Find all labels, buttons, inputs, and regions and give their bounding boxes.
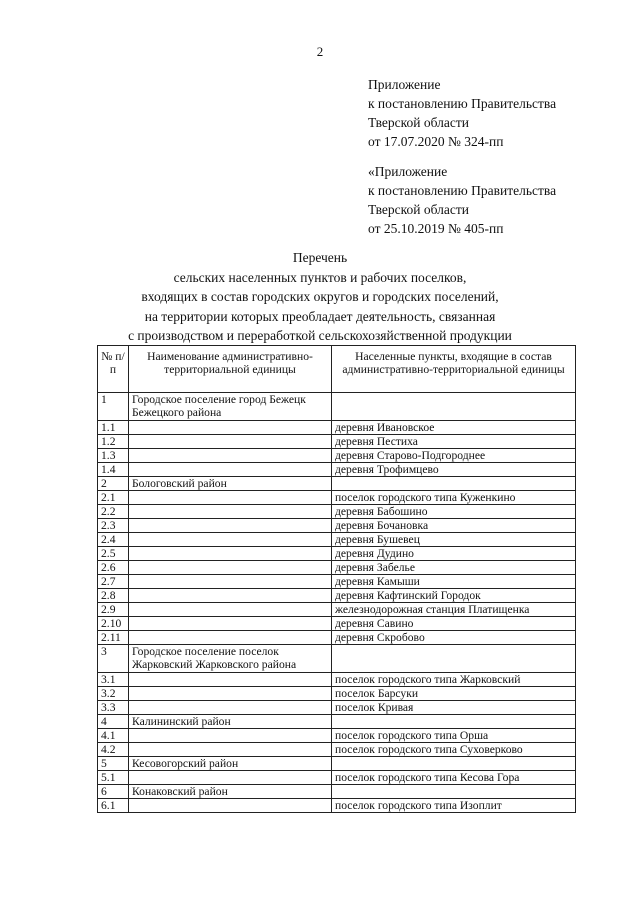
row-settlement: деревня Старово-Подгороднее (332, 449, 576, 463)
row-settlement: поселок Кривая (332, 701, 576, 715)
row-number: 4.1 (98, 729, 129, 743)
header-unit: Наименование административно-территориальной единицы (129, 346, 332, 393)
row-number: 2.5 (98, 547, 129, 561)
title-line: входящих в состав городских округов и городских поселений, (141, 289, 499, 305)
title-line: Перечень (292, 250, 348, 265)
row-number: 1.4 (98, 463, 129, 477)
row-settlement: деревня Забелье (332, 561, 576, 575)
row-settlement: поселок городского типа Кесова Гора (332, 771, 576, 785)
table-row (98, 617, 576, 631)
row-settlement (332, 393, 576, 421)
row-settlement: деревня Ивановское (332, 421, 576, 435)
row-settlement: деревня Скробово (332, 631, 576, 645)
row-number: 3.2 (98, 687, 129, 701)
row-number: 2.1 (98, 491, 129, 505)
row-unit (129, 729, 332, 743)
table-row (98, 435, 576, 449)
row-number: 3.1 (98, 673, 129, 687)
table-row (98, 631, 576, 645)
appendix-current-line: Приложение (368, 77, 441, 92)
row-number: 6 (98, 785, 129, 799)
row-settlement: деревня Бушевец (332, 533, 576, 547)
table-row (98, 645, 576, 673)
document-title (0, 248, 640, 346)
appendix-current-line: от 17.07.2020 № 324-пп (368, 134, 504, 149)
row-settlement: деревня Кафтинский Городок (332, 589, 576, 603)
row-number: 2.9 (98, 603, 129, 617)
table-row (98, 477, 576, 491)
table-row (98, 393, 576, 421)
row-unit: Калининский район (129, 715, 332, 729)
row-settlement: деревня Камыши (332, 575, 576, 589)
page-number: 2 (316, 44, 324, 59)
table-row (98, 743, 576, 757)
row-settlement: деревня Трофимцево (332, 463, 576, 477)
table-row (98, 561, 576, 575)
row-unit (129, 743, 332, 757)
row-number: 2.3 (98, 519, 129, 533)
row-unit (129, 505, 332, 519)
table-row (98, 491, 576, 505)
appendix-original-line: Тверской области (368, 202, 469, 217)
row-number: 2.8 (98, 589, 129, 603)
row-unit: Городское поселение поселок Жарковский Жарковского района (129, 645, 332, 673)
row-unit (129, 799, 332, 813)
table-row (98, 519, 576, 533)
row-unit (129, 687, 332, 701)
row-settlement: поселок городского типа Жарковский (332, 673, 576, 687)
table-row (98, 589, 576, 603)
row-unit (129, 547, 332, 561)
row-unit (129, 575, 332, 589)
row-unit (129, 673, 332, 687)
row-unit (129, 435, 332, 449)
row-number: 4 (98, 715, 129, 729)
row-number: 4.2 (98, 743, 129, 757)
row-unit (129, 491, 332, 505)
table-row (98, 547, 576, 561)
row-settlement: деревня Бабошино (332, 505, 576, 519)
table-row (98, 771, 576, 785)
row-number: 2.4 (98, 533, 129, 547)
table-row (98, 603, 576, 617)
row-unit (129, 449, 332, 463)
header-settlements: Населенные пункты, входящие в состав административно-территориальной единицы (332, 346, 576, 393)
row-settlement (332, 785, 576, 799)
row-number: 2.11 (98, 631, 129, 645)
title-line: с производством и переработкой сельскохозяйственной продукции (128, 328, 512, 344)
table-row (98, 449, 576, 463)
row-settlement (332, 477, 576, 491)
row-unit (129, 561, 332, 575)
appendix-current-line: Тверской области (368, 115, 469, 130)
title-line: сельских населенных пунктов и рабочих поселков, (173, 269, 467, 285)
row-settlement: деревня Савино (332, 617, 576, 631)
row-unit (129, 421, 332, 435)
table-row (98, 533, 576, 547)
appendix-original-line: к постановлению Правительства (368, 183, 557, 198)
row-number: 5.1 (98, 771, 129, 785)
row-unit (129, 603, 332, 617)
title-line: на территории которых преобладает деятельность, связанная (144, 308, 496, 324)
table-row (98, 715, 576, 729)
row-number: 1.3 (98, 449, 129, 463)
row-unit (129, 519, 332, 533)
row-number: 5 (98, 757, 129, 771)
row-number: 1.2 (98, 435, 129, 449)
row-unit: Конаковский район (129, 785, 332, 799)
header-number: № п/п (98, 346, 129, 393)
row-number: 2.10 (98, 617, 129, 631)
table-row (98, 729, 576, 743)
appendix-current-line: к постановлению Правительства (368, 96, 557, 111)
table-row (98, 673, 576, 687)
row-number: 3.3 (98, 701, 129, 715)
row-number: 1 (98, 393, 129, 421)
row-number: 2.7 (98, 575, 129, 589)
row-unit (129, 589, 332, 603)
row-settlement: поселок городского типа Суховерково (332, 743, 576, 757)
row-settlement: поселок городского типа Изоплит (332, 799, 576, 813)
appendix-original-line: «Приложение (368, 164, 448, 179)
appendix-original-line: от 25.10.2019 № 405-пп (368, 221, 504, 236)
settlements-table (97, 345, 576, 813)
table-header-row (98, 346, 576, 393)
appendix-original (368, 162, 556, 238)
row-unit (129, 617, 332, 631)
table-row (98, 687, 576, 701)
row-unit: Кесовогорский район (129, 757, 332, 771)
table-row (98, 757, 576, 771)
row-unit: Городское поселение город Бежецк Бежецкого района (129, 393, 332, 421)
row-unit (129, 771, 332, 785)
row-settlement: поселок Барсуки (332, 687, 576, 701)
row-settlement (332, 645, 576, 673)
appendix-current (368, 75, 556, 151)
row-number: 2.6 (98, 561, 129, 575)
table-row (98, 421, 576, 435)
row-number: 1.1 (98, 421, 129, 435)
row-number: 6.1 (98, 799, 129, 813)
row-settlement: железнодорожная станция Платищенка (332, 603, 576, 617)
row-settlement: деревня Бочановка (332, 519, 576, 533)
row-settlement (332, 757, 576, 771)
row-settlement: поселок городского типа Орша (332, 729, 576, 743)
row-unit (129, 631, 332, 645)
row-number: 3 (98, 645, 129, 673)
table-row (98, 785, 576, 799)
table-row (98, 463, 576, 477)
row-settlement (332, 715, 576, 729)
row-number: 2 (98, 477, 129, 491)
row-number: 2.2 (98, 505, 129, 519)
row-settlement: деревня Дудино (332, 547, 576, 561)
table-row (98, 575, 576, 589)
row-settlement: поселок городского типа Куженкино (332, 491, 576, 505)
row-unit: Бологовский район (129, 477, 332, 491)
table-row (98, 701, 576, 715)
row-unit (129, 463, 332, 477)
table-body (98, 393, 576, 813)
row-unit (129, 701, 332, 715)
table-row (98, 505, 576, 519)
row-unit (129, 533, 332, 547)
row-settlement: деревня Пестиха (332, 435, 576, 449)
table-row (98, 799, 576, 813)
